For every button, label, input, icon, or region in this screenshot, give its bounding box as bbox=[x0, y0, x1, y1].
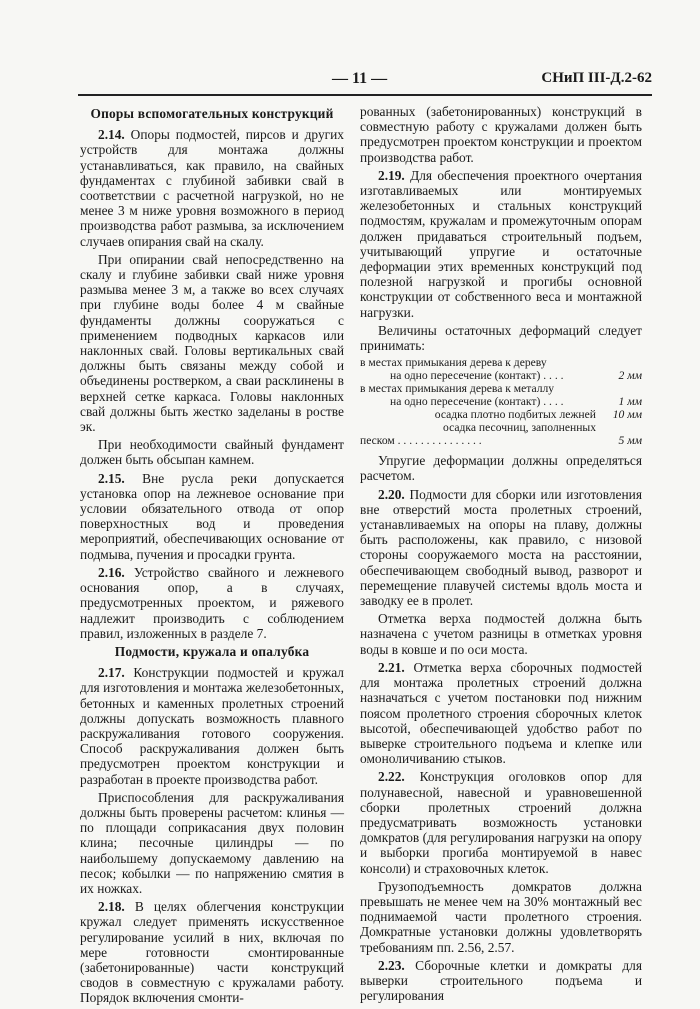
paragraph: Величины остаточных деформаций следует принимать: bbox=[360, 322, 642, 354]
paragraph-2-15 bbox=[80, 471, 344, 562]
left-column bbox=[80, 104, 344, 1009]
deformation-item bbox=[360, 356, 642, 382]
paragraph-2-14 bbox=[80, 127, 344, 249]
deformation-label-cont: на одно пересечение (контакт) . . . . bbox=[390, 369, 564, 383]
section-title-supports: Опоры вспомогательных конструкций bbox=[90, 106, 334, 121]
paragraph: Отметка верха подмостей должна быть назначена с учетом разницы в отметках уровня воды в ковше и по оси моста. bbox=[360, 611, 642, 657]
deformation-value: 10 мм bbox=[612, 408, 642, 422]
clause-number: 2.15. bbox=[98, 470, 125, 486]
clause-number: 2.22. bbox=[378, 769, 405, 785]
paragraph-text: Отметка верха сборочных подмостей для монтажа пролетных строений должна назначаться с учетом постановки под нижним поясом пролетного строения сборочных клеток высотой, обеспечивающей удобство работ по выверке строительного подъема и клепке или омоноличиванию стыков. bbox=[360, 659, 642, 767]
deformation-value: 1 мм bbox=[618, 395, 642, 409]
deformation-label: осадка песочниц, заполненных bbox=[443, 421, 596, 435]
paragraph-continuation: рованных (забетонированных) конструкций в совместную работу с кружалами должен быть предусмотрен проектом конструкции и проектом производства работ. bbox=[360, 104, 642, 165]
paragraph-text: Устройство свайного и лежневого основания опор, а в случаях, предусмотренных проектом, и ряжевого надлежит производить с соблюдением правил, изложенных в разделе 7. bbox=[80, 564, 344, 641]
paragraph-2-17 bbox=[80, 665, 344, 787]
clause-number: 2.19. bbox=[378, 167, 405, 183]
paragraph: При опирании свай непосредственно на скалу и глубине забивки свай ниже уровня размыва менее 3 м, а также во всех случаях при глубине воды более 4 м свайные фундаменты должны сооружаться с применением подводных каркасов или наклонных свай. Головы вертикальных свай должны быть связаны между собой и объединены ростверком, а сваи расклинены в верхней сетке каркаса. Головы наклонных свай должны быть жестко заделаны в ростве эк. bbox=[80, 251, 344, 435]
paragraph: Упругие деформации должны определяться расчетом. bbox=[360, 453, 642, 484]
clause-number: 2.23. bbox=[378, 957, 405, 973]
paragraph-text: Вне русла реки допускается установка опор на лежневое основание при условии обязательного отвода от опор поверхностных вод и проведения мероприятий, обеспечивающих основание от подмыва, пучения и просадки грунта. bbox=[80, 470, 344, 562]
clause-number: 2.14. bbox=[98, 127, 125, 143]
deformation-label-cont: на одно пересечение (контакт) . . . . bbox=[390, 395, 564, 409]
paragraph-text: Для обеспечения проектного очертания изготавливаемых или монтируемых железобетонных и стальных конструкций подмостям, кружалам и промежуточным опорам должен придаваться строительный подъем, учитывающий упругие и остаточные деформации этих временных конструкций под полезной нагрузкой и прогибы основной конструкции от собственного веса и монтажной нагрузки. bbox=[360, 167, 642, 320]
deformation-item bbox=[360, 408, 642, 421]
paragraph-text: Конструкция оголовков опор для полунавесной, навесной и уравновешенной сборки пролетных строений должна предусматривать возможность установки домкратов (для регулирования нагрузки на опору и выборки прогиба монтируемой в навес консоли) и страховочных клеток. bbox=[360, 769, 642, 876]
deformation-label: в местах примыкания дерева к металлу bbox=[360, 382, 555, 396]
section-title-scaffolds: Подмости, кружала и опалубка bbox=[114, 643, 310, 659]
paragraph-text: Опоры подмостей, пирсов и других устройств для монтажа должны устанавливаться, как правило, на свайных фундаментах с глубиной забивки свай в соответствии с расчетной нагрузкой, но не менее 3 м ниже уровня возможного в период производства работ размыва, за исключением случаев опирания свай на скалу. bbox=[80, 127, 344, 249]
page-header bbox=[0, 70, 700, 90]
clause-number: 2.20. bbox=[378, 486, 405, 502]
clause-number: 2.16. bbox=[98, 564, 125, 580]
paragraph-text: Подмости для сборки или изготовления вне отверстий моста пролетных строений, устанавливаемых на опоры на плаву, должны быть расположены, как правило, с низовой стороны сооружаемого моста на расстоянии, обеспечивающем свободный вывод, разворот и перемещение плавучей системы вдоль моста и заводку ее в пролет. bbox=[360, 486, 642, 609]
paragraph-text: Сборочные клетки и домкраты для выверки строительного подъема и регулирования bbox=[360, 957, 642, 1004]
paragraph-2-19 bbox=[360, 168, 642, 320]
page-number: — 11 — bbox=[332, 70, 388, 87]
deformation-label: осадка плотно подбитых лежней bbox=[434, 408, 596, 422]
header-rule bbox=[78, 94, 652, 96]
paragraph-2-16 bbox=[80, 565, 344, 641]
deformation-label-cont: песком . . . . . . . . . . . . . . . bbox=[360, 434, 482, 448]
deformation-list bbox=[360, 356, 642, 447]
document-code: СНиП III-Д.2-62 bbox=[541, 70, 652, 86]
right-column bbox=[360, 104, 642, 1006]
deformation-value: 5 мм bbox=[618, 434, 642, 448]
clause-number: 2.21. bbox=[378, 659, 405, 675]
paragraph-2-18 bbox=[80, 899, 344, 1005]
deformation-item bbox=[360, 382, 642, 408]
paragraph-text: В целях облегчения конструкции кружал следует применять искусственное регулирование усилий в них, включая по мере готовности смонтированные (забетонированные) части конструкций сводов в совместную с кружалами работу. Порядок включения смонти- bbox=[80, 899, 344, 1006]
deformation-label: в местах примыкания дерева к дереву bbox=[360, 356, 547, 370]
clause-number: 2.18. bbox=[98, 899, 125, 915]
paragraph: Грузоподъемность домкратов должна превышать не менее чем на 30% монтажный вес поднимаемой части пролетного строения. Домкратные установки должны удовлетворять требованиям пп. 2.56, 2.57. bbox=[360, 878, 642, 955]
deformation-value: 2 мм bbox=[618, 369, 642, 383]
deformation-item bbox=[360, 421, 642, 447]
clause-number: 2.17. bbox=[98, 665, 125, 681]
paragraph-2-22 bbox=[360, 769, 642, 875]
paragraph-2-23 bbox=[360, 958, 642, 1004]
paragraph: Приспособления для раскружаливания должны быть проверены расчетом: клинья — по площади соприкасания двух половин клина; песочные цилиндры — по наибольшему допускаемому давлению на песок; кобылки — по напряжению смятия в их ножках. bbox=[80, 789, 344, 896]
paragraph-2-20 bbox=[360, 487, 642, 609]
paragraph-2-21 bbox=[360, 660, 642, 766]
paragraph: При необходимости свайный фундамент должен быть обсыпан камнем. bbox=[80, 437, 344, 468]
paragraph-text: Конструкции подмостей и кружал для изготовления и монтажа железобетонных, бетонных и каменных пролетных строений должны допускать возможность плавного раскружаливания готового сооружения. Способ раскружаливания должен быть предусмотрен проектом конструкции и разработан в проекте производства работ. bbox=[80, 665, 344, 787]
